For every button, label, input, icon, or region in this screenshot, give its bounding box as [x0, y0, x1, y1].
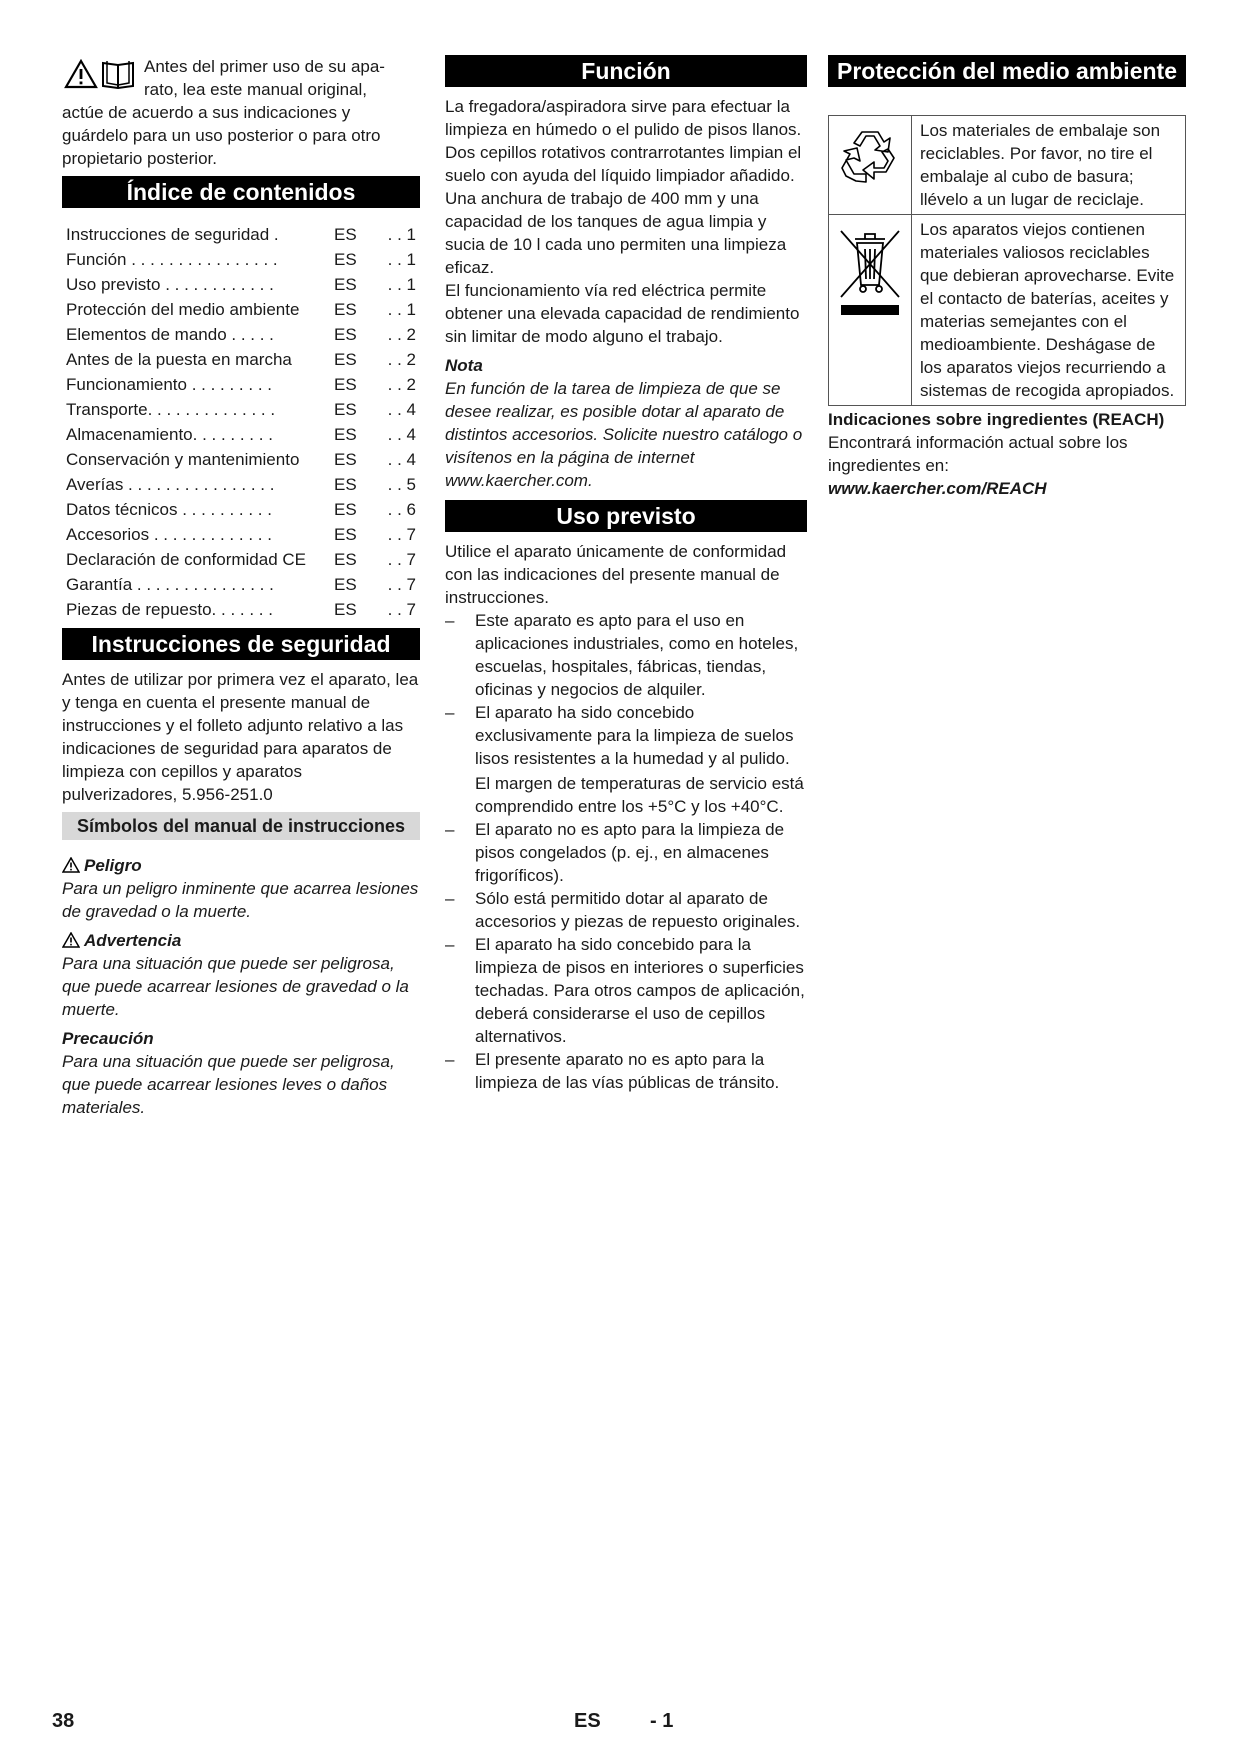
- list-dash: –: [445, 703, 455, 722]
- reach-text: Encontrará información actual sobre los ingredientes en:: [828, 433, 1128, 475]
- toc-page: . . 7: [387, 575, 416, 594]
- footer-lang: ES: [574, 1710, 601, 1732]
- danger-label: Peligro: [84, 856, 142, 875]
- danger-text: Para un peligro inminente que acarrea lesiones de gravedad o la muerte.: [62, 879, 419, 921]
- toc-title: [62, 322, 334, 347]
- uso-heading: Uso previsto: [445, 500, 807, 532]
- toc-title: [62, 247, 334, 272]
- toc-lang: ES: [334, 575, 357, 594]
- funcion-p3: El funcionamiento vía red eléctrica permite obtener una elevada capacidad de rendimiento sin limitar de modo alguno el trabajo.: [445, 281, 800, 346]
- toc-title-text: Transporte: [66, 400, 148, 419]
- toc-title-text: Datos técnicos: [66, 500, 178, 519]
- symbols-heading: Símbolos del manual de instrucciones: [62, 812, 420, 840]
- toc-row[interactable]: [62, 247, 420, 272]
- toc-row[interactable]: [62, 297, 420, 322]
- list-dash: –: [445, 935, 455, 954]
- toc-title-text: Garantía: [66, 575, 133, 594]
- intro-line-1: Antes del primer uso de su apa-: [144, 57, 385, 76]
- uso-item-3: El aparato no es apto para la limpieza de pisos congelados (p. ej., en almacenes frigoríficos).: [475, 820, 785, 885]
- toc-dots: . . . . . . . . . . . . . . .: [132, 575, 274, 594]
- list-dash: –: [445, 1050, 455, 1069]
- list-item: [445, 1048, 807, 1094]
- toc-title: [62, 347, 334, 372]
- toc-title-text: Averías: [66, 475, 124, 494]
- toc-page: . . 1: [387, 275, 416, 294]
- toc-dots: . . . . . . . . .: [192, 425, 273, 444]
- warning-label-line: [62, 929, 420, 952]
- toc-row[interactable]: [62, 547, 420, 572]
- warning-label: Advertencia: [84, 931, 182, 950]
- recycle-cell: [829, 116, 912, 215]
- toc-lang: ES: [334, 475, 357, 494]
- reach-heading: Indicaciones sobre ingredientes (REACH): [828, 410, 1165, 429]
- toc-title: [62, 222, 334, 247]
- column-left: [62, 55, 420, 1119]
- toc-dots: .: [269, 225, 279, 244]
- toc-page: . . 2: [387, 325, 416, 344]
- toc-row[interactable]: [62, 522, 420, 547]
- intro-block: [62, 55, 420, 170]
- list-item: [445, 887, 807, 933]
- toc-title-text: Accesorios: [66, 525, 150, 544]
- list-item: [445, 818, 807, 887]
- intro-line-2: rato, lea este manual original,: [144, 80, 368, 99]
- toc-row[interactable]: [62, 472, 420, 497]
- toc-page: . . 7: [387, 600, 416, 619]
- uso-intro: Utilice el aparato únicamente de conformidad con las indicaciones del presente manual de instrucciones.: [445, 542, 787, 607]
- toc-row[interactable]: [62, 322, 420, 347]
- manual-book-icon: [100, 59, 136, 89]
- warning-text: Para una situación que puede ser peligrosa, que puede acarrear lesiones de gravedad o la muerte.: [62, 954, 409, 1019]
- toc-lang: ES: [334, 375, 357, 394]
- toc-title: [62, 297, 334, 322]
- toc-dots: . . . . . . . . .: [186, 375, 272, 394]
- list-dash: –: [445, 611, 455, 630]
- toc-title: [62, 497, 334, 522]
- page-number: 38: [52, 1710, 75, 1732]
- table-row: [829, 215, 1186, 406]
- toc-dots: . . . . .: [226, 325, 274, 344]
- toc-row[interactable]: [62, 222, 420, 247]
- toc-title-text: Uso previsto: [66, 275, 161, 294]
- warning-triangle-icon: [64, 59, 98, 89]
- toc-dots: . . . . . . . . . .: [177, 500, 272, 519]
- crossed-bin-icon: [835, 225, 905, 317]
- toc-lang: ES: [334, 525, 357, 544]
- toc-lang: ES: [334, 450, 357, 469]
- weee-cell: [829, 215, 912, 406]
- toc-lang: ES: [334, 425, 357, 444]
- caution-label: Precaución: [62, 1029, 154, 1048]
- toc-row[interactable]: [62, 497, 420, 522]
- funcion-p2: Dos cepillos rotativos contrarrotantes limpian el suelo con ayuda del líquido limpiador añadido. Una anchura de trabajo de 400 mm y una capacidad de los tanques de agua limpia y sucia de 10 l cada uno permiten una limpieza eficaz.: [445, 143, 802, 277]
- caution-text: Para una situación que puede ser peligrosa, que puede acarrear lesiones leves o daños materiales.: [62, 1052, 395, 1117]
- note-text: En función de la tarea de limpieza de que se desee realizar, es posible dotar al aparato de distintos accesorios. Solicite nuestro catálogo o visítenos en la página de internet www.kaercher.com.: [445, 379, 803, 490]
- toc-row[interactable]: [62, 372, 420, 397]
- safety-text: Antes de utilizar por primera vez el aparato, lea y tenga en cuenta el presente manual de instrucciones y el folleto adjunto relativo a las indicaciones de seguridad para aparatos de limpieza con cepillos y aparatos pulverizadores, 5.956-251.0: [62, 670, 419, 804]
- toc-title-text: Piezas de repuesto: [66, 600, 212, 619]
- table-row: [829, 116, 1186, 215]
- toc-title: [62, 597, 334, 622]
- toc-page: . . 4: [387, 450, 416, 469]
- toc-lang: ES: [334, 600, 357, 619]
- toc-title: [62, 422, 334, 447]
- toc-row[interactable]: [62, 447, 420, 472]
- list-item: [445, 933, 807, 1048]
- toc-dots: . . . . . . . . . . . . . . . .: [123, 475, 275, 494]
- toc-lang: ES: [334, 550, 357, 569]
- toc-page: . . 2: [387, 375, 416, 394]
- toc-title-text: Declaración de conformidad CE: [66, 550, 307, 569]
- toc-page: . . 4: [387, 425, 416, 444]
- toc-title-text: Instrucciones de seguridad: [66, 225, 270, 244]
- toc-table: [62, 222, 420, 622]
- advertencia-warning-icon: [62, 932, 80, 948]
- funcion-p1: La fregadora/aspiradora sirve para efectuar la limpieza en húmedo o el pulido de pisos llanos.: [445, 97, 802, 139]
- toc-title: [62, 272, 334, 297]
- toc-title-text: Protección del medio ambiente: [66, 300, 300, 319]
- column-right: [828, 55, 1186, 500]
- uso-item-2: El aparato ha sido concebido exclusivamente para la limpieza de suelos lisos resistentes a la humedad y al pulido.: [475, 703, 794, 768]
- toc-lang: ES: [334, 225, 357, 244]
- toc-row[interactable]: [62, 422, 420, 447]
- list-item: [445, 701, 807, 818]
- list-dash: –: [445, 889, 455, 908]
- toc-row[interactable]: [62, 397, 420, 422]
- toc-title: [62, 522, 334, 547]
- toc-lang: ES: [334, 500, 357, 519]
- toc-title: [62, 472, 334, 497]
- toc-title-text: Conservación y mantenimiento: [66, 450, 300, 469]
- uso-item-1: Este aparato es apto para el uso en aplicaciones industriales, como en hoteles, escuelas, hospitales, fábricas, tiendas, oficinas y negocios de alquiler.: [475, 611, 799, 699]
- toc-dots: . . . . . . . . . . . . .: [149, 525, 272, 544]
- danger-label-line: [62, 854, 420, 877]
- toc-lang: ES: [334, 250, 357, 269]
- toc-lang: ES: [334, 350, 357, 369]
- toc-heading: Índice de contenidos: [62, 176, 420, 208]
- toc-page: . . 1: [387, 250, 416, 269]
- toc-page: . . 5: [387, 475, 416, 494]
- toc-lang: ES: [334, 300, 357, 319]
- list-item: [445, 609, 807, 701]
- column-middle: [445, 55, 807, 1094]
- toc-page: . . 7: [387, 525, 416, 544]
- note-label: Nota: [445, 356, 483, 375]
- toc-lang: ES: [334, 400, 357, 419]
- toc-row[interactable]: [62, 347, 420, 372]
- toc-title-text: Antes de la puesta en marcha: [66, 350, 292, 369]
- toc-page: . . 6: [387, 500, 416, 519]
- toc-dots: . . . . . . . . . . . . . . . .: [126, 250, 278, 269]
- toc-row[interactable]: [62, 572, 420, 597]
- toc-title-text: Elementos de mando: [66, 325, 227, 344]
- toc-dots: . . . . . . .: [211, 600, 273, 619]
- packaging-text: Los materiales de embalaje son reciclables. Por favor, no tire el embalaje al cubo de basura; llévelo a un lugar de reciclaje.: [912, 116, 1186, 215]
- intro-text-rest: actúe de acuerdo a sus indicaciones y guárdelo para un uso posterior o para otro propietario posterior.: [62, 103, 381, 168]
- uso-item-2-extra: El margen de temperaturas de servicio está comprendido entre los +5°C y los +40°C.: [475, 774, 804, 816]
- uso-list: [445, 609, 807, 1094]
- toc-page: . . 1: [387, 225, 416, 244]
- toc-title: [62, 372, 334, 397]
- safety-heading: Instrucciones de seguridad: [62, 628, 420, 660]
- toc-page: . . 7: [387, 550, 416, 569]
- toc-lang: ES: [334, 275, 357, 294]
- toc-title-text: Almacenamiento: [66, 425, 193, 444]
- uso-item-4: Sólo está permitido dotar al aparato de accesorios y piezas de repuesto originales.: [475, 889, 801, 931]
- toc-row[interactable]: [62, 597, 420, 622]
- toc-lang: ES: [334, 325, 357, 344]
- funcion-heading: Función: [445, 55, 807, 87]
- toc-title: [62, 572, 334, 597]
- uso-item-6: El presente aparato no es apto para la limpieza de las vías públicas de tránsito.: [475, 1050, 780, 1092]
- env-heading: Protección del medio ambiente: [828, 55, 1186, 87]
- toc-title: [62, 397, 334, 422]
- recycle-icon: [838, 126, 902, 188]
- toc-row[interactable]: [62, 272, 420, 297]
- toc-dots: . . . . . . . . . . . . . .: [147, 400, 276, 419]
- intro-icons: [64, 59, 136, 89]
- danger-warning-icon: [62, 857, 80, 873]
- toc-page: . . 4: [387, 400, 416, 419]
- list-dash: –: [445, 820, 455, 839]
- toc-dots: . . . . . . . . . . . .: [160, 275, 274, 294]
- toc-title: [62, 447, 334, 472]
- uso-item-5: El aparato ha sido concebido para la limpieza de pisos en interiores o superficies techadas. Para otros campos de aplicación, deberá considerarse el uso de cepillos alternativos.: [475, 935, 805, 1046]
- toc-page: . . 1: [387, 300, 416, 319]
- toc-title-text: Función: [66, 250, 127, 269]
- env-table: [828, 115, 1186, 406]
- toc-title: [62, 547, 334, 572]
- toc-title-text: Funcionamiento: [66, 375, 187, 394]
- footer-section: - 1: [650, 1710, 674, 1732]
- devices-text: Los aparatos viejos contienen materiales valiosos reciclables que debieran aprovecharse. Evite el contacto de baterías, aceites y materias semejantes con el medioambiente. Deshágase de los aparatos viejos recurriendo a sistemas de recogida apropiados.: [912, 215, 1186, 406]
- toc-page: . . 2: [387, 350, 416, 369]
- reach-link[interactable]: www.kaercher.com/REACH: [828, 479, 1047, 498]
